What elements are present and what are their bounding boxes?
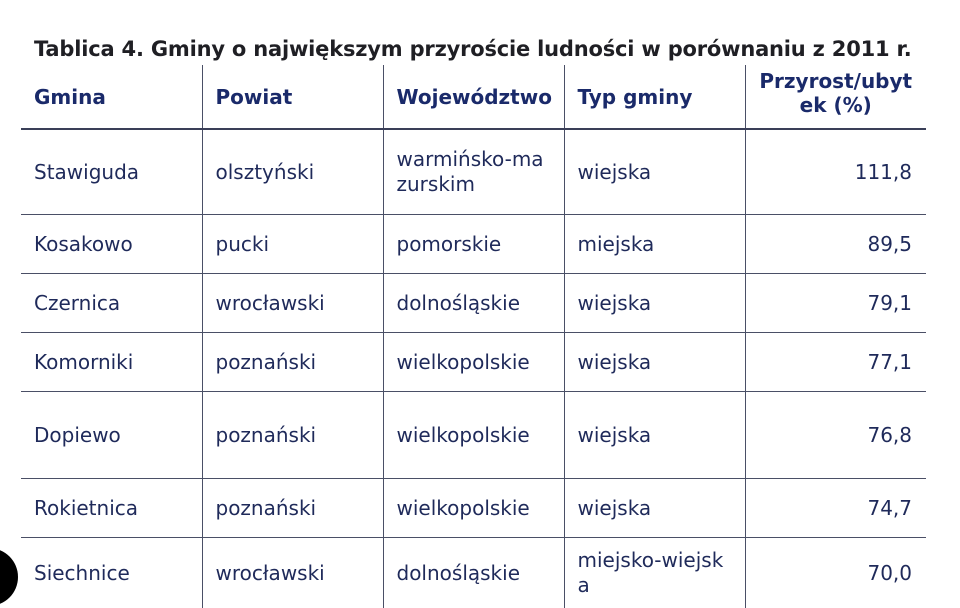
cell-powiat: olsztyński <box>202 129 383 215</box>
cell-powiat: pucki <box>202 215 383 274</box>
table-row <box>21 215 926 274</box>
cell-przyrost: 70,0 <box>745 538 926 608</box>
cell-przyrost: 79,1 <box>745 274 926 333</box>
cell-typ-gminy: wiejska <box>564 274 745 333</box>
cell-gmina: Rokietnica <box>21 479 202 538</box>
cell-gmina: Siechnice <box>21 538 202 608</box>
cell-typ-gminy: wiejska <box>564 479 745 538</box>
cell-typ-gminy: miejsko-wiejska <box>564 538 745 608</box>
cell-wojewodztwo: wielkopolskie <box>383 479 564 538</box>
cell-przyrost: 74,7 <box>745 479 926 538</box>
cell-przyrost: 76,8 <box>745 392 926 479</box>
corner-shadow <box>0 548 18 606</box>
data-table <box>21 65 926 608</box>
table-row <box>21 392 926 479</box>
cell-wojewodztwo: dolnośląskie <box>383 274 564 333</box>
cell-gmina: Kosakowo <box>21 215 202 274</box>
cell-gmina: Dopiewo <box>21 392 202 479</box>
table-row <box>21 479 926 538</box>
table-row <box>21 333 926 392</box>
header-typ-gminy: Typ gminy <box>564 65 745 129</box>
cell-wojewodztwo: pomorskie <box>383 215 564 274</box>
cell-gmina: Czernica <box>21 274 202 333</box>
header-przyrost: Przyrost/ubytek (%) <box>745 65 926 129</box>
cell-typ-gminy: wiejska <box>564 333 745 392</box>
cell-przyrost: 111,8 <box>745 129 926 215</box>
cell-wojewodztwo: wielkopolskie <box>383 392 564 479</box>
header-powiat: Powiat <box>202 65 383 129</box>
cell-przyrost: 77,1 <box>745 333 926 392</box>
cell-powiat: poznański <box>202 392 383 479</box>
header-wojewodztwo: Województwo <box>383 65 564 129</box>
table-row <box>21 129 926 215</box>
cell-typ-gminy: wiejska <box>564 129 745 215</box>
cell-wojewodztwo: dolnośląskie <box>383 538 564 608</box>
cell-gmina: Komorniki <box>21 333 202 392</box>
cell-wojewodztwo: warmińsko-mazurskim <box>383 129 564 215</box>
header-gmina: Gmina <box>21 65 202 129</box>
cell-powiat: wrocławski <box>202 538 383 608</box>
cell-typ-gminy: wiejska <box>564 392 745 479</box>
cell-wojewodztwo: wielkopolskie <box>383 333 564 392</box>
table-row <box>21 274 926 333</box>
cell-powiat: poznański <box>202 479 383 538</box>
cell-powiat: wrocławski <box>202 274 383 333</box>
table-title: Tablica 4. Gminy o największym przyroście ludności w porównaniu z 2011 r. <box>34 37 912 61</box>
cell-gmina: Stawiguda <box>21 129 202 215</box>
cell-przyrost: 89,5 <box>745 215 926 274</box>
header-row <box>21 65 926 129</box>
cell-powiat: poznański <box>202 333 383 392</box>
cell-typ-gminy: miejska <box>564 215 745 274</box>
table-row <box>21 538 926 608</box>
